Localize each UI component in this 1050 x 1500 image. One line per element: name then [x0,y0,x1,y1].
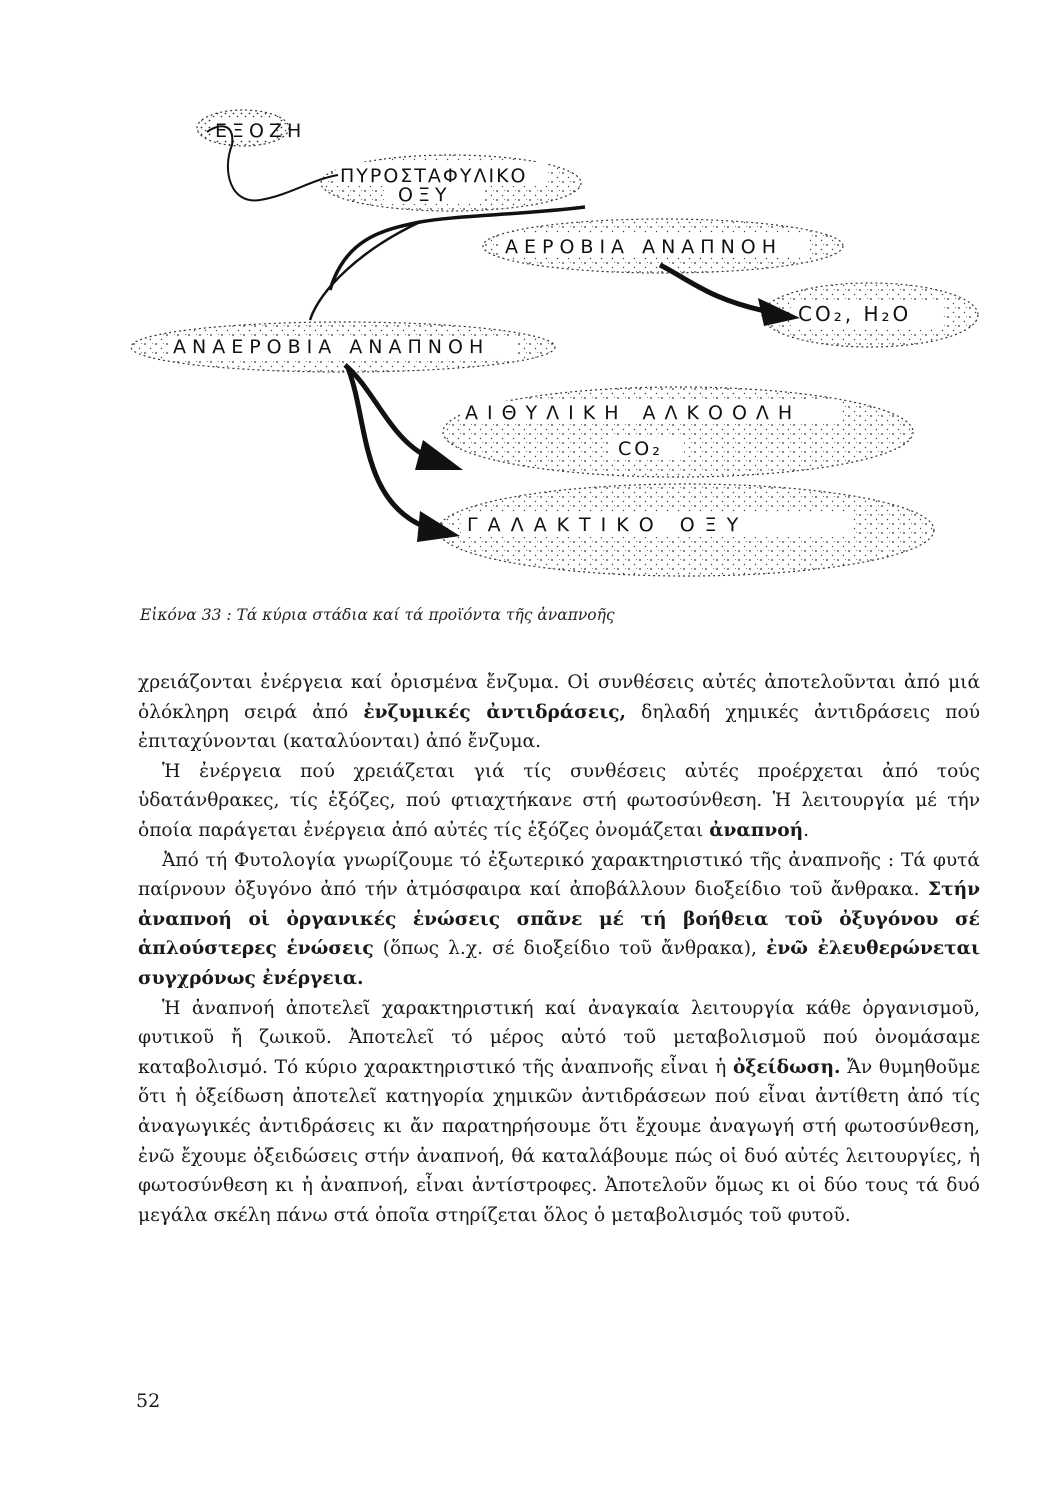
body-text [138,668,980,1230]
paragraph-2: Ἡ ἐνέργεια πού χρειάζεται γιά τίς συνθέσεις αὐτές προέρχεται ἀπό τούς ὑδατάνθρακες, τίς ἑξόζες, πού φτιαχτήκανε στή φωτοσύνθεση. Ἡ λειτουργία μέ τήν ὁποία παράγεται ἐνέργεια ἀπό αὐτές τίς ἑξόζες ὀνομάζεται ἀναπνοή. [138,760,980,841]
aerobic-to-products-arrow [660,265,770,312]
node-pyruvic-line1: ΠΥΡΟΣΤΑΦΥΛΙΚΟ [340,165,528,187]
node-ethanol-co2: CO₂ [618,438,663,460]
paragraph-1: χρειάζονται ἐνέργεια καί ὁρισμένα ἔνζυμα. Οἱ συνθέσεις αὐτές ἀποτελοῦνται ἀπό μιά ὁλόκληρη σειρά ἀπό ἐνζυμικές ἀντιδράσεις, δηλαδή χημικές ἀντιδράσεις πού ἐπιταχύνονται (καταλύονται) ἀπό ἔνζυμα. [138,672,980,753]
paragraph-3: Ἀπό τή Φυτολογία γνωρίζουμε τό ἐξωτερικό χαρακτηριστικό τῆς ἀναπνοῆς : Τά φυτά παίρνουν ὀξυγόνο ἀπό τήν ἀτμόσφαιρα καί ἀποβάλλουν διοξείδιο τοῦ ἄνθρακα. Στήν ἀναπνοή οἱ ὀργανικές ἑνώσεις σπᾶνε μέ τή βοήθεια τοῦ ὀξυγόνου σέ ἁπλούστερες ἑνώσεις (ὅπως λ.χ. σέ διοξείδιο τοῦ ἄνθρακα), ἐνῶ ἐλευθερώνεται συγχρόνως ἐνέργεια. [138,849,980,989]
bold-oxidation: ὀξείδωση. [732,1056,841,1078]
bold-energy-release: ἐνῶ ἐλευθερώνεται συγχρόνως ἐνέργεια. [138,938,980,989]
node-products-co2-h2o: CO₂, H₂O [798,302,912,326]
page-number: 52 [136,1390,161,1412]
figure-caption: Εἰκόνα 33 : Τά κύρια στάδια καί τά προϊόντα τῆς ἀναπνοῆς [140,606,615,624]
bold-respiration: ἀναπνοή [709,819,804,841]
node-hexoze: ΕΞΟΖΗ [215,120,307,142]
bold-definition: Στήν ἀναπνοή οἱ ὀργανικές ἑνώσεις σπᾶνε μέ τή βοήθεια τοῦ ὀξυγόνου σέ ἁπλούστερες ἑνώσεις [138,879,980,960]
node-lactic: ΓΑΛΑΚΤΙΚΟ ΟΞΥ [467,514,749,536]
ethanol-blob [443,387,913,477]
node-anaerobic: ΑΝΑΕΡΟΒΙΑ ΑΝΑΠΝΟΗ [173,336,490,358]
node-aerobic: ΑΕΡΟΒΙΑ ΑΝΑΠΝΟΗ [505,236,783,258]
respiration-diagram [0,0,1050,600]
node-ethanol: ΑΙΘΥΛΙΚΗ ΑΛΚΟΟΛΗ [465,402,802,424]
paragraph-4: Ἡ ἀναπνοή ἀποτελεῖ χαρακτηριστική καί ἀναγκαία λειτουργία κάθε ὀργανισμοῦ, φυτικοῦ ἤ ζωικοῦ. Ἀποτελεῖ τό μέρος αὐτό τοῦ μεταβολισμοῦ πού ὀνομάσαμε καταβολισμό. Τό κύριο χαρακτηριστικό τῆς ἀναπνοῆς εἶναι ἡ ὀξείδωση. Ἄν θυμηθοῦμε ὅτι ἡ ὀξείδωση ἀποτελεῖ κατηγορία χημικῶν ἀντιδράσεων πού εἶναι ἀντίθετη ἀπό τίς ἀναγωγικές ἀντιδράσεις κι ἄν παρατηρήσουμε ὅτι ἔχουμε ἀναγωγή στή φωτοσύνθεση, ἐνῶ ἔχουμε ὀξειδώσεις στήν ἀναπνοή, θά καταλάβουμε πώς οἱ δυό αὐτές λειτουργίες, ἡ φωτοσύνθεση κι ἡ ἀναπνοή, εἶναι ἀντίστροφες. Ἀποτελοῦν ὅμως κι οἱ δύο τους τά δυό μεγάλα σκέλη πάνω στά ὁποῖα στηρίζεται ὅλος ὁ μεταβολισμός τοῦ φυτοῦ. [138,997,981,1226]
node-pyruvic-line2: ΟΞΥ [398,184,452,206]
bold-enzymic-reactions: ἐνζυμικές ἀντιδράσεις, [363,701,626,723]
pyruvic-to-anaerobic-connector [310,222,420,320]
